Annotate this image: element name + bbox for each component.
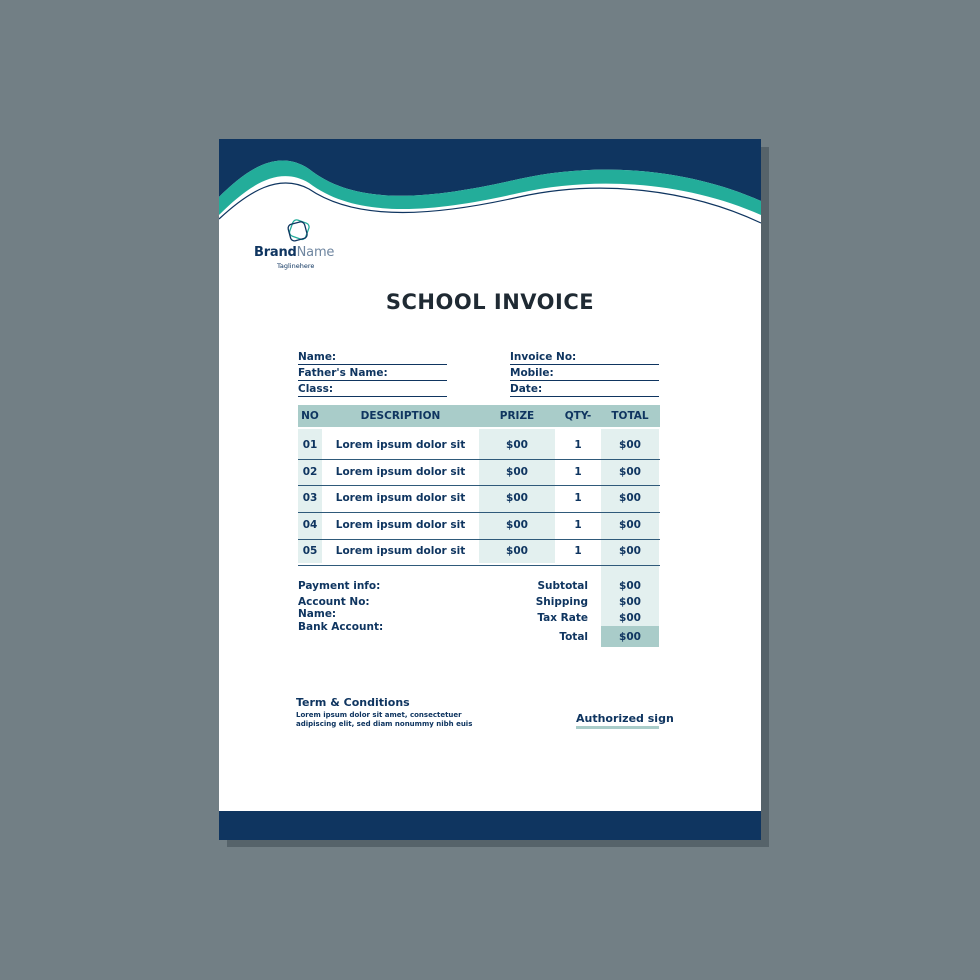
row-5-qty: 1 xyxy=(574,545,582,557)
terms-line-2: adipiscing elit, sed diam nonummy nibh euis xyxy=(296,720,473,728)
row-1-total: $00 xyxy=(619,439,641,451)
row-2-total: $00 xyxy=(619,466,641,478)
row-3-qty: 1 xyxy=(574,492,582,504)
invoice-no-field: Invoice No: xyxy=(510,351,659,365)
page-title: SCHOOL INVOICE xyxy=(385,290,595,314)
father-name-field: Father's Name: xyxy=(298,367,447,381)
shipping-value: $00 xyxy=(619,596,641,608)
terms-body xyxy=(296,711,476,729)
brand-logo-icon xyxy=(283,215,315,247)
row-2-no: 02 xyxy=(302,466,318,478)
row-3-prize: $00 xyxy=(506,492,528,504)
header-qty: QTY- xyxy=(564,410,592,422)
shipping-label: Shipping xyxy=(535,596,588,608)
row-4-description: Lorem ipsum dolor sit xyxy=(335,519,466,531)
payment-info-title: Payment info: xyxy=(298,580,381,592)
row-1-description: Lorem ipsum dolor sit xyxy=(335,439,466,451)
class-field: Class: xyxy=(298,383,447,397)
row-1-qty: 1 xyxy=(574,439,582,451)
total-value: $00 xyxy=(619,631,641,643)
date-field: Date: xyxy=(510,383,659,397)
tax-rate-label: Tax Rate xyxy=(537,612,588,624)
name-field: Name: xyxy=(298,351,447,365)
header-no: NO xyxy=(301,410,319,422)
invoice-page xyxy=(219,139,761,840)
terms-line-1: Lorem ipsum dolor sit amet, consectetuer xyxy=(296,711,462,719)
row-4-no: 04 xyxy=(302,519,318,531)
table-bottom-line xyxy=(298,565,660,566)
header-description: DESCRIPTION xyxy=(360,410,441,422)
row-3-description: Lorem ipsum dolor sit xyxy=(335,492,466,504)
row-2-qty: 1 xyxy=(574,466,582,478)
row-5-no: 05 xyxy=(302,545,318,557)
brand-name: BrandName xyxy=(254,245,335,260)
bank-account-label: Bank Account: xyxy=(298,621,384,633)
sign-underline xyxy=(576,726,659,729)
row-5-total: $00 xyxy=(619,545,641,557)
brand-tagline: Taglinehere xyxy=(277,262,315,270)
row-4-prize: $00 xyxy=(506,519,528,531)
row-2-description: Lorem ipsum dolor sit xyxy=(335,466,466,478)
subtotal-value: $00 xyxy=(619,580,641,592)
header-prize: PRIZE xyxy=(499,410,535,422)
row-3-no: 03 xyxy=(302,492,318,504)
row-3-total: $00 xyxy=(619,492,641,504)
row-5-prize: $00 xyxy=(506,545,528,557)
row-1-prize: $00 xyxy=(506,439,528,451)
row-4-total: $00 xyxy=(619,519,641,531)
footer-bar xyxy=(219,811,761,840)
mobile-field: Mobile: xyxy=(510,367,659,381)
terms-title: Term & Conditions xyxy=(296,696,410,709)
row-2-prize: $00 xyxy=(506,466,528,478)
row-4-qty: 1 xyxy=(574,519,582,531)
payment-name-label: Name: xyxy=(298,608,337,620)
subtotal-label: Subtotal xyxy=(537,580,588,592)
tax-rate-value: $00 xyxy=(619,612,641,624)
header-total: TOTAL xyxy=(611,410,649,422)
row-1-no: 01 xyxy=(302,439,318,451)
row-5-description: Lorem ipsum dolor sit xyxy=(335,545,466,557)
total-label: Total xyxy=(559,631,588,643)
authorized-sign: Authorized sign xyxy=(576,712,674,725)
account-no-label: Account No: xyxy=(298,596,370,608)
